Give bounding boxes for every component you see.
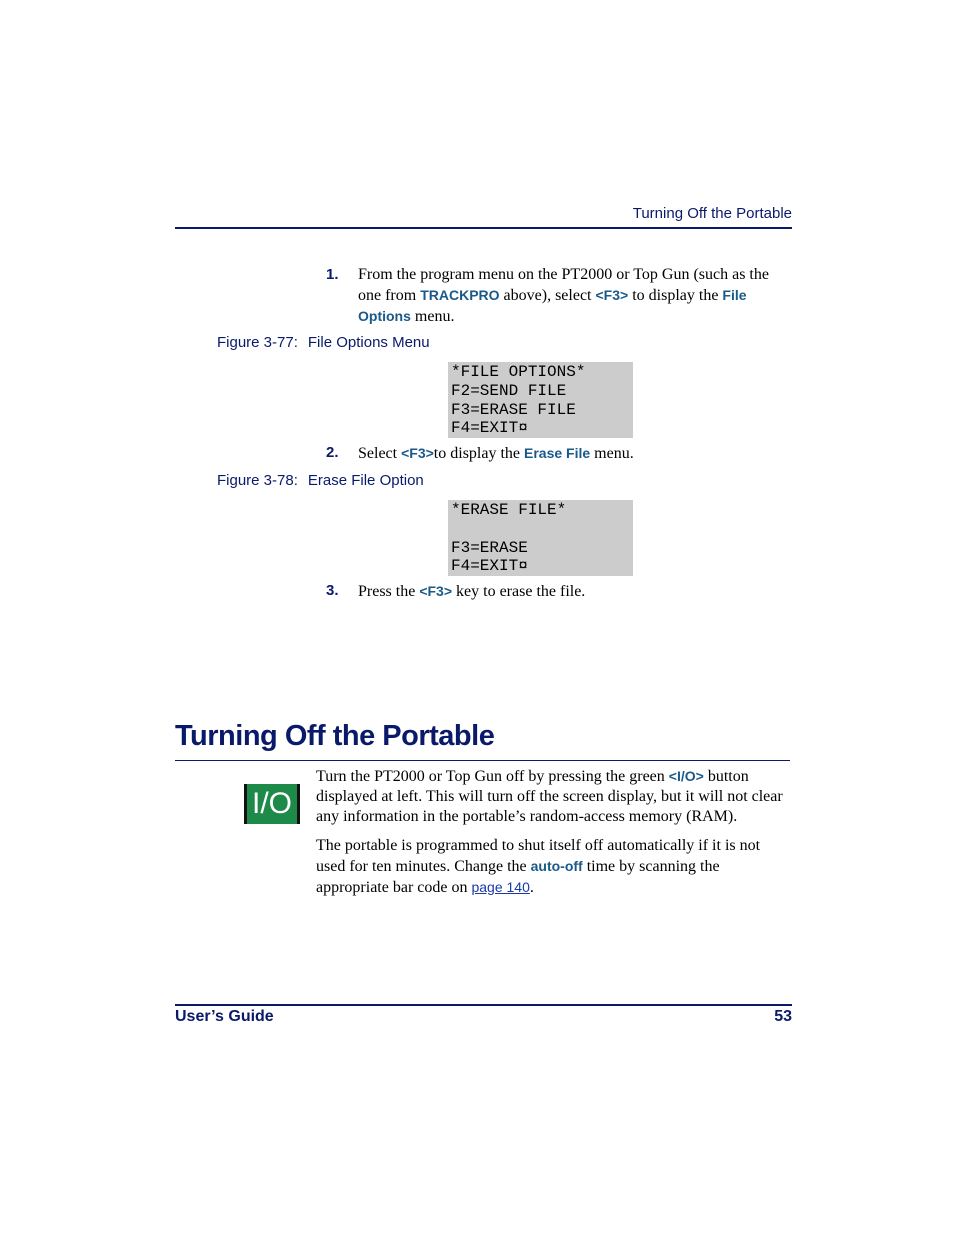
io-button-icon: I/O	[244, 784, 300, 824]
screen-line: F2=SEND FILE	[451, 381, 567, 400]
header-rule	[175, 227, 792, 229]
screen-line: F4=EXIT¤	[451, 557, 528, 576]
step-text: Select <F3>to display the Erase File menu.	[358, 445, 634, 462]
lcd-screen-erase-file	[448, 500, 633, 576]
keyword: Erase File	[524, 445, 591, 461]
running-header: Turning Off the Portable	[632, 205, 792, 222]
paragraph: Turn the PT2000 or Top Gun off by pressing the green <I/O> button displayed at left. This will turn off the screen display, but it will not clear any information in the portable’s random-access memory (RAM).	[316, 768, 783, 825]
step-text: Press the <F3> key to erase the file.	[358, 583, 586, 600]
screen-line: F3=ERASE	[451, 538, 528, 557]
screen-line: F4=EXIT¤	[451, 419, 528, 438]
screen-line	[451, 520, 633, 539]
section-title: Turning Off the Portable	[175, 720, 495, 752]
step-number: 1.	[326, 266, 339, 283]
step-text: From the program menu on the PT2000 or Top Gun (such as the one from TRACKPRO above), select <F3> to display the File Options menu.	[358, 266, 769, 325]
footer-guide-title: User’s Guide	[175, 1008, 274, 1025]
footer-rule	[175, 1004, 792, 1006]
keyword: <I/O>	[668, 768, 704, 784]
page-link[interactable]: page 140	[471, 879, 530, 895]
keyword: <F3>	[419, 583, 453, 599]
keyword: auto-off	[530, 858, 583, 874]
lcd-screen-file-options	[448, 362, 633, 438]
page-number: 53	[774, 1008, 792, 1025]
figure-caption: Figure 3-77: File Options Menu	[217, 334, 430, 351]
section-rule	[175, 760, 790, 761]
keyword: File Options	[358, 287, 747, 324]
keyword: TRACKPRO	[420, 287, 500, 303]
paragraph: The portable is programmed to shut itself off automatically if it is not used for ten minutes. Change the auto-off time by scanning the appropriate bar code on page 140.	[316, 837, 761, 896]
figure-caption: Figure 3-78: Erase File Option	[217, 472, 424, 489]
keyword: <F3>	[595, 287, 629, 303]
screen-line: *ERASE FILE*	[451, 501, 567, 519]
step-number: 3.	[326, 582, 339, 599]
keyword: <F3>	[401, 445, 434, 461]
screen-line: *FILE OPTIONS*	[451, 363, 586, 381]
screen-line: F3=ERASE FILE	[451, 400, 576, 419]
step-number: 2.	[326, 444, 339, 461]
